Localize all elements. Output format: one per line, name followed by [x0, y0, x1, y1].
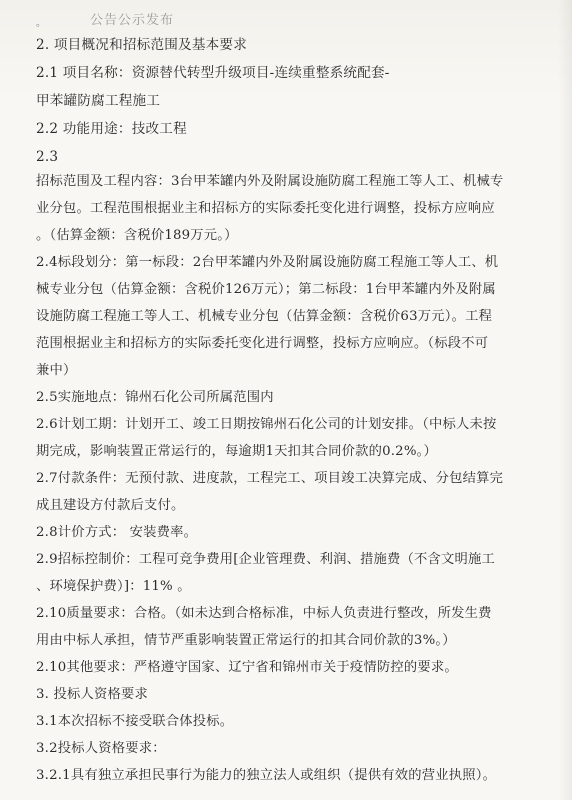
text-line: 设施防腐工程施工等人工、机械专业分包（估算金额：含税价63万元）。工程 — [36, 309, 493, 324]
text-line: 甲苯罐防腐工程施工 — [36, 93, 161, 109]
text-line: 2.3 — [36, 149, 59, 165]
text-line: 成且建设方付款后支付。 — [36, 498, 185, 513]
text-line: 2.5实施地点：锦州石化公司所属范围内 — [36, 390, 274, 405]
text-line: 兼中） — [36, 363, 77, 378]
text-line: 、环境保护费）]：11% 。 — [36, 579, 191, 594]
dot-mark: 。 — [36, 18, 46, 29]
text-line: 招标范围及工程内容：3台甲苯罐内外及附属设施防腐工程施工等人工、机械专 — [36, 174, 504, 189]
text-line: 业分包。工程范围根据业主和招标方的实际委托变化进行调整，投标方应响应 — [36, 201, 495, 216]
text-line: 2.4标段划分：第一标段：2台甲苯罐内外及附属设施防腐工程施工等人工、机 — [36, 255, 499, 270]
scan-edge-shadow — [558, 0, 572, 800]
text-line: 期完成，影响装置正常运行的，每逾期1天扣其合同价款的0.2%。） — [36, 444, 438, 459]
text-line: 范围根据业主和招标方的实际委托变化进行调整，投标方应响应。（标段不可 — [36, 336, 489, 351]
section-3-heading: 3. 投标人资格要求 — [36, 687, 148, 702]
text-line: 2.8计价方式： 安装费率。 — [36, 525, 198, 540]
text-line: 2.7付款条件：无预付款、进度款，工程完工、项目竣工决算完成、分包结算完 — [36, 471, 504, 486]
text-line: 用由中标人承担，情节严重影响装置正常运行的扣其合同价款的3%。） — [36, 633, 456, 648]
text-line: 3.2投标人资格要求： — [36, 741, 166, 756]
header-bleed-text: 公告公示发布 — [90, 13, 175, 28]
text-line: 3.2.1具有独立承担民事行为能力的独立法人或组织（提供有效的营业执照）。 — [36, 768, 497, 783]
text-line: 2.6计划工期：计划开工、竣工日期按锦州石化公司的计划安排。（中标人未按 — [36, 417, 497, 432]
text-line: 2.10质量要求：合格。（如未达到合格标准，中标人负责进行整改，所发生费 — [36, 606, 492, 621]
text-line: 2.9招标控制价：工程可竞争费用[企业管理费、利润、措施费（不含文明施工 — [36, 552, 496, 567]
text-line: 3.1本次招标不接受联合体投标。 — [36, 714, 234, 729]
section-2-heading: 2. 项目概况和招标范围及基本要求 — [36, 37, 248, 53]
text-line: 2.1 项目名称：资源替代转型升级项目-连续重整系统配套- — [36, 65, 390, 81]
text-line: 械专业分包（估算金额：含税价126万元）；第二标段：1台甲苯罐内外及附属 — [36, 282, 496, 297]
text-line: 2.2 功能用途：技改工程 — [36, 121, 187, 137]
text-line: 。（估算金额：含税价189万元。） — [36, 228, 238, 243]
text-line: 2.10其他要求：严格遵守国家、辽宁省和锦州市关于疫情防控的要求。 — [36, 660, 458, 675]
